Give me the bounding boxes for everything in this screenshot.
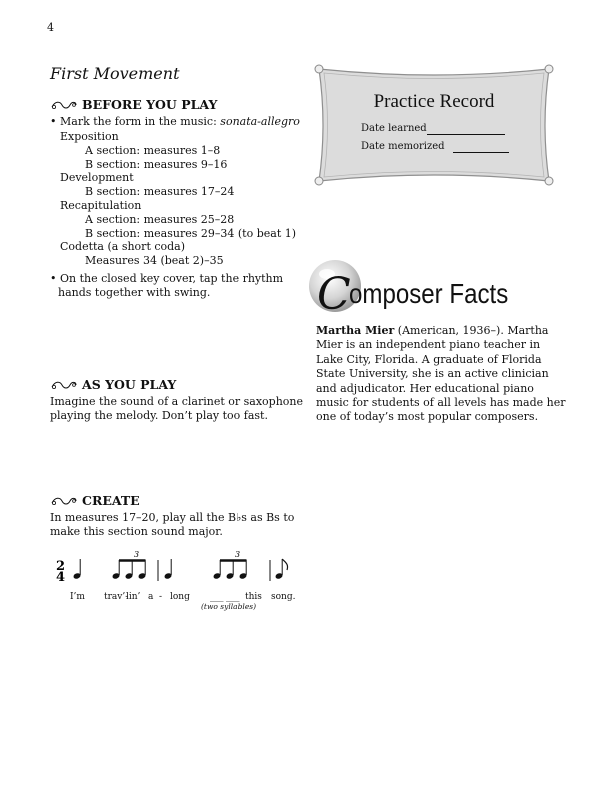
form-section: Recapitulation: [60, 198, 142, 212]
form-subsection: B section: measures 9–16: [85, 157, 228, 171]
form-section: Development: [60, 171, 134, 185]
date-memorized-field: [453, 141, 509, 153]
composer-name: Martha Mier: [316, 324, 395, 337]
create-heading: [50, 493, 310, 508]
rhythm-notation: [50, 545, 310, 591]
date-learned-label: Date learned: [361, 123, 427, 134]
time-signature-top: 2: [56, 559, 66, 574]
eighth-triplet: [112, 560, 147, 580]
create-text: In measures 17–20, play all the B♭s as Bs to make this section sound major.: [50, 511, 295, 538]
lyric-word: ___: [226, 592, 240, 602]
lyric-word: long: [170, 592, 190, 602]
lyric-annotation: (two syllables): [201, 602, 257, 611]
quarter-note: [164, 559, 173, 580]
before-you-play-title: BEFORE YOU PLAY: [82, 97, 218, 112]
quarter-note: [73, 559, 82, 580]
lyric-word: I’m: [70, 592, 85, 602]
date-learned-field: [427, 123, 505, 135]
form-section: Exposition: [60, 130, 119, 143]
lyric-word: lin’: [126, 592, 141, 602]
tap-rhythm-bullet: • On the closed key cover, tap the rhythm hands together with swing.: [50, 271, 284, 299]
create-section: [50, 493, 310, 539]
date-learned-row: [361, 123, 505, 135]
composer-bio: [316, 324, 566, 425]
left-column: [50, 64, 310, 300]
lyric-word: -: [159, 592, 163, 602]
form-bullet: • Mark the form in the music: sonata-allegro: [50, 115, 300, 128]
form-section: Codetta (a short coda): [60, 240, 186, 254]
lyric-word: this: [245, 592, 262, 602]
ornament-icon: [50, 99, 78, 111]
form-subsection: A section: measures 1–8: [85, 143, 221, 157]
eighth-triplet: [213, 560, 248, 580]
time-signature-bottom: 4: [56, 570, 66, 585]
ornament-icon: [50, 379, 78, 391]
lyric-word: a: [148, 592, 154, 602]
form-subsection: B section: measures 29–34 (to beat 1): [85, 226, 297, 240]
practice-record-title: Practice Record: [373, 91, 495, 112]
as-you-play-heading: [50, 377, 310, 392]
lyric-word: ___: [210, 592, 224, 602]
rhythm-example: [50, 545, 310, 615]
lyric-word: trav’-: [104, 592, 129, 602]
as-you-play-title: AS YOU PLAY: [82, 377, 177, 392]
composer-bio-text: (American, 1936–). Martha Mier is an independent piano teacher in Lake City, Florida. A graduate of Florida State University, she is an active clinician and adjudicator. Her educational piano music for students of all levels has made her one of today’s most popular composers.: [316, 324, 566, 424]
movement-title: First Movement: [50, 64, 180, 83]
triplet-label: 3: [235, 550, 241, 559]
form-subsection: Measures 34 (beat 2)–35: [85, 254, 224, 268]
composer-facts-title: omposer Facts: [349, 278, 509, 309]
ornament-icon: [50, 495, 78, 507]
composer-facts-initial: C: [317, 269, 351, 320]
form-bullet-text: Mark the form in the music:: [60, 115, 221, 128]
date-memorized-label: Date memorized: [361, 141, 445, 152]
form-term: sonata-allegro: [220, 115, 300, 128]
before-you-play-heading: [50, 97, 310, 112]
as-you-play-text: Imagine the sound of a clarinet or saxophone playing the melody. Don’t play too fast.: [50, 395, 303, 422]
composer-facts-header: [305, 252, 565, 320]
form-outline: [50, 130, 310, 268]
form-subsection: B section: measures 17–24: [85, 185, 235, 199]
lyric-word: song.: [271, 592, 296, 602]
tap-rhythm-text: On the closed key cover, tap the rhythm hands together with swing.: [58, 271, 284, 299]
form-subsection: A section: measures 25–28: [85, 212, 235, 226]
page-number: 4: [47, 21, 54, 34]
create-title: CREATE: [82, 493, 140, 508]
practice-record-plaque: [311, 63, 557, 188]
as-you-play-section: [50, 377, 310, 423]
date-memorized-row: [361, 141, 509, 153]
eighth-note: [275, 559, 288, 580]
triplet-label: 3: [134, 550, 140, 559]
